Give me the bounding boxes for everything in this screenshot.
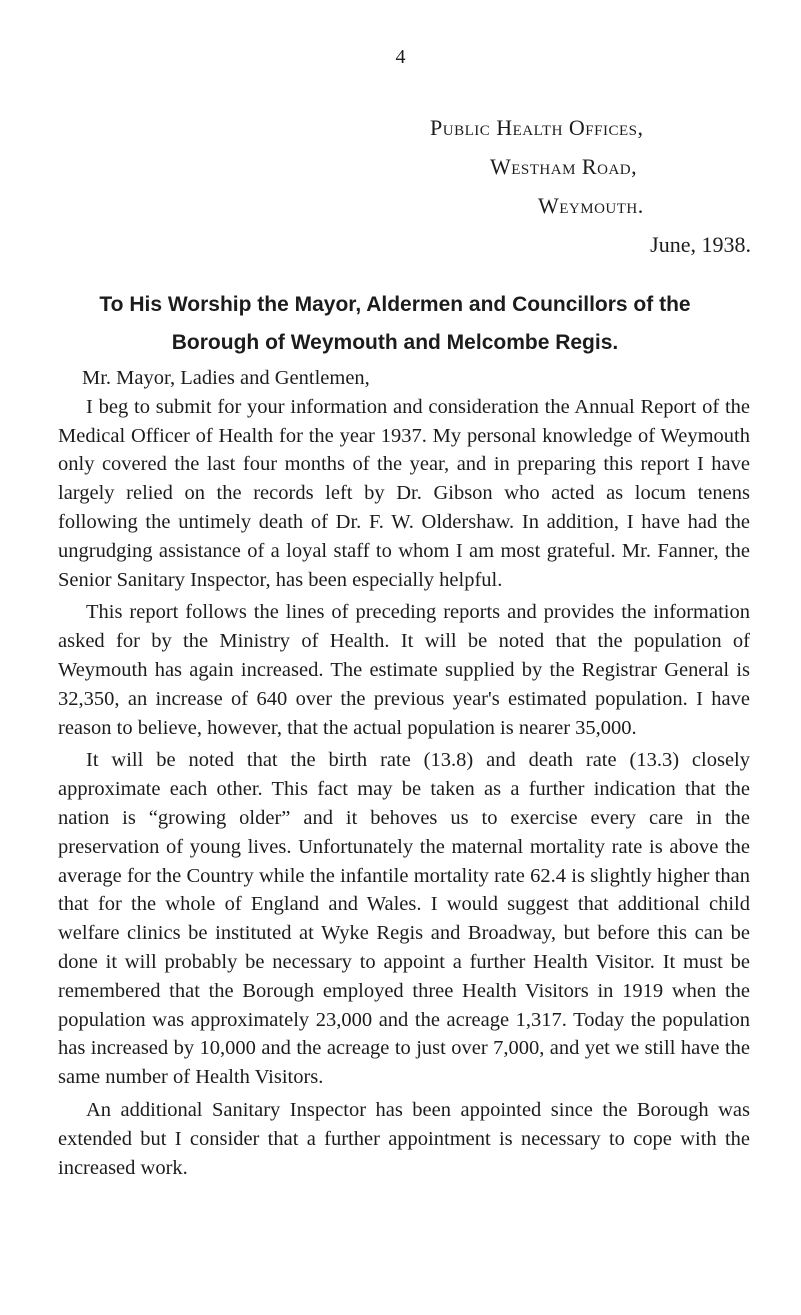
addressee-heading-line-1: To His Worship the Mayor, Aldermen and Councillors of the bbox=[99, 293, 691, 316]
greeting: Mr. Mayor, Ladies and Gentlemen, bbox=[82, 367, 370, 389]
addressee-heading-line-2: Borough of Weymouth and Melcombe Regis. bbox=[171, 331, 619, 354]
letter-body bbox=[58, 364, 750, 1182]
paragraph-population: This report follows the lines of preceding reports and provides the information asked for by the Ministry of Health. It will be noted that the population of Weymouth has again increased. The estimate supplied by the Registrar General is 32,350, an increase of 640 over the previous year's estimated population. I have reason to believe, however, that the actual population is nearer 35,000. bbox=[58, 601, 750, 739]
addressee-heading bbox=[40, 286, 750, 362]
letter-date: June, 1938. bbox=[650, 232, 751, 257]
paragraph-introduction: I beg to submit for your information and consideration the Annual Report of the Medical Officer of Health for the year 1937. My personal knowledge of Weymouth only covered the last four months of the year, and in preparing this report I have largely relied on the records left by Dr. Gibson who acted as locum tenens following the untimely death of Dr. F. W. Oldershaw. In addition, I have had the ungrudging assistance of a loyal staff to whom I am most grateful. Mr. Fanner, the Senior Sanitary Inspector, has been especially helpful. bbox=[58, 395, 750, 591]
paragraph-birth-death-rates: It will be noted that the birth rate (13.8) and death rate (13.3) closely approximate each other. This fact may be taken as a further indication that the nation is “growing older” and it behoves us to exercise every care in the preservation of young lives. Unfortunately the maternal mortality rate is above the average for the Country while the infantile mortality rate 62.4 is slightly higher than that for the whole of England and Wales. I would suggest that additional child welfare clinics be instituted at Wyke Regis and Broadway, but before this can be done it will probably be necessary to appoint a further Health Visitor. It must be remembered that the Borough employed three Health Visitors in 1919 when the population was approximately 23,000 and the acreage 1,317. Today the population has increased by 10,000 and the acreage to just over 7,000, and yet we still have the same number of Health Visitors. bbox=[58, 749, 750, 1089]
address-line-town: Weymouth. bbox=[538, 193, 644, 218]
address-line-office: Public Health Offices, bbox=[430, 115, 644, 140]
address-line-road: Westham Road, bbox=[490, 154, 638, 179]
page-number: 4 bbox=[395, 46, 406, 68]
paragraph-sanitary-inspector: An additional Sanitary Inspector has been appointed since the Borough was extended but I consider that a further appointment is necessary to cope with the increased work. bbox=[58, 1098, 750, 1179]
